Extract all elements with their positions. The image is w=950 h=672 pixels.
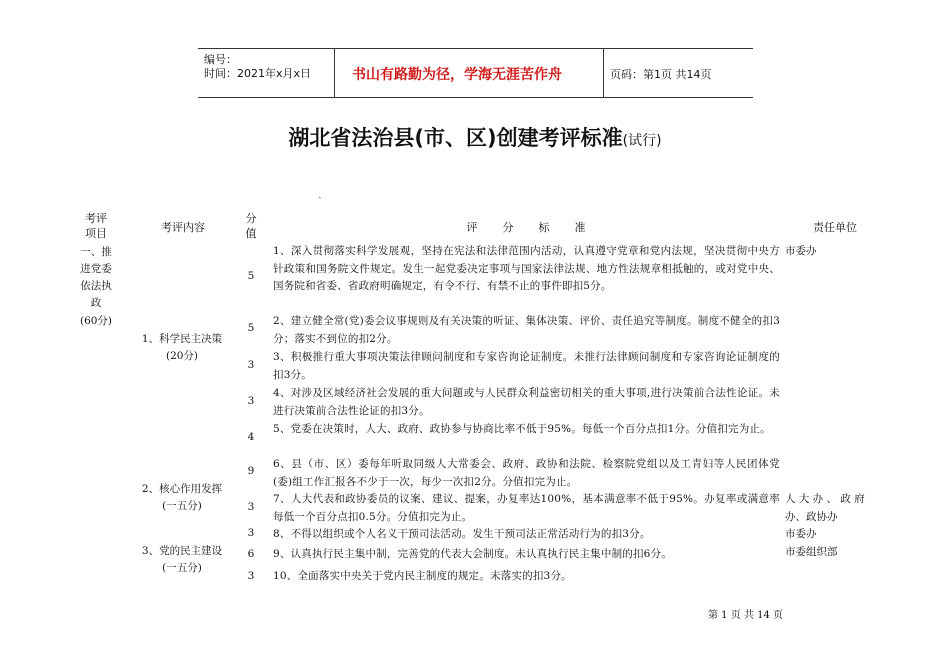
sub-item-score: (一五分) — [162, 562, 202, 574]
sub-item-score: (一五分) — [162, 500, 202, 512]
header-divider — [334, 49, 335, 97]
row-score: 3 — [247, 395, 255, 407]
row-score: 3 — [247, 501, 255, 513]
sub-item-name: 2、核心作用发挥 — [141, 483, 223, 495]
responsible-unit: 市委组织部 — [785, 546, 838, 558]
criteria-text: 4、对涉及区域经济社会发展的重大问题或与人民群众利益密切相关的重大事项,进行决策前合法性论证。未进行决策前合法性论证的扣3分。 — [273, 387, 780, 417]
row-score: 5 — [247, 270, 255, 282]
criteria-text: 9、认真执行民主集中制，完善党的代表大会制度。未认真执行民主集中制的扣6分。 — [273, 548, 672, 560]
sub-item-score: (20分) — [165, 350, 199, 362]
criteria-text: 10、全面落实中央关于党内民主制度的规定。未落实的扣3分。 — [273, 570, 572, 582]
responsible-unit: 人 大 办 、 政 府 办、政协办 — [785, 493, 865, 523]
page-label: 页码：第1页 共14页 — [610, 68, 712, 81]
page-footer: 第 1 页 共 14 页 — [708, 610, 783, 621]
criteria-text: 6、县（市、区）委每年听取同级人大常委会、政府、政协和法院、检察院党组以及工青妇等人民团体党(委)组工作汇报各不少于一次，每少一次扣2分。分值扣完为止。 — [273, 458, 780, 488]
row-score: 4 — [247, 431, 255, 443]
criteria-text: 5、党委在决策时，人大、政府、政协参与协商比率不低于95%。每低一个百分点扣1分。分值扣完为止。 — [273, 423, 771, 435]
page-title — [0, 122, 950, 152]
header-motto: 书山有路勤为径，学海无涯苦作舟 — [352, 67, 562, 83]
sub-item-name: 1、科学民主决策 — [141, 333, 223, 345]
responsible-unit: 市委办 — [785, 528, 817, 540]
criteria-text: 1、深入贯彻落实科学发展观，坚持在宪法和法律范围内活动，认真遵守党章和党内法规，坚决贯彻中央方针政策和国务院文件规定。发生一起党委决定事项与国家法律法规、地方性法规章相抵触的，或对党中央、国务院和省委、省政府明确规定，有令不行、有禁不止的事件即扣5分。 — [273, 245, 780, 292]
row-score: 5 — [247, 322, 255, 334]
header-divider — [603, 49, 604, 97]
responsible-unit: 市委办 — [785, 245, 817, 257]
title-main: 湖北省法治县(市、区)创建考评标准 — [288, 126, 623, 150]
column-header-content: 考评内容 — [161, 221, 205, 234]
stray-mark: 、 — [318, 191, 328, 201]
time-label: 时间：2021年x月x日 — [204, 67, 312, 80]
column-header-criteria: 评 分 标 准 — [466, 221, 587, 234]
column-header-unit: 责任单位 — [813, 221, 857, 234]
number-label: 编号： — [204, 53, 237, 66]
row-score: 3 — [247, 570, 255, 582]
sub-item-name: 3、党的民主建设 — [141, 545, 223, 557]
category-name: 一、推 进党委 依法执 政 — [80, 246, 112, 309]
criteria-text: 3、积极推行重大事项决策法律顾问制度和专家咨询论证制度。未推行法律顾问制度和专家咨询论证制度的扣3分。 — [273, 351, 780, 381]
title-sub: (试行) — [622, 133, 662, 149]
row-score: 6 — [247, 548, 255, 560]
criteria-text: 8、不得以组织或个人名义干预司法活动。发生干预司法正常活动行为的扣3分。 — [273, 528, 651, 540]
row-score: 9 — [247, 465, 255, 477]
row-score: 3 — [247, 527, 255, 539]
criteria-text: 2、建立健全常(党)委会议事规则及有关决策的听证、集体决策、评价、责任追究等制度。制度不健全的扣3分；落实不到位的扣2分。 — [273, 315, 780, 345]
row-score: 3 — [247, 359, 255, 371]
criteria-text: 7、人大代表和政协委员的议案、建议、提案，办复率达100%，基本满意率不低于95%。办复率或满意率每低一个百分点扣0.5分。分值扣完为止。 — [273, 493, 780, 523]
category-score: (60分) — [79, 315, 113, 327]
column-header-score: 分 值 — [245, 212, 257, 240]
column-header-item: 考评 项目 — [85, 212, 107, 240]
